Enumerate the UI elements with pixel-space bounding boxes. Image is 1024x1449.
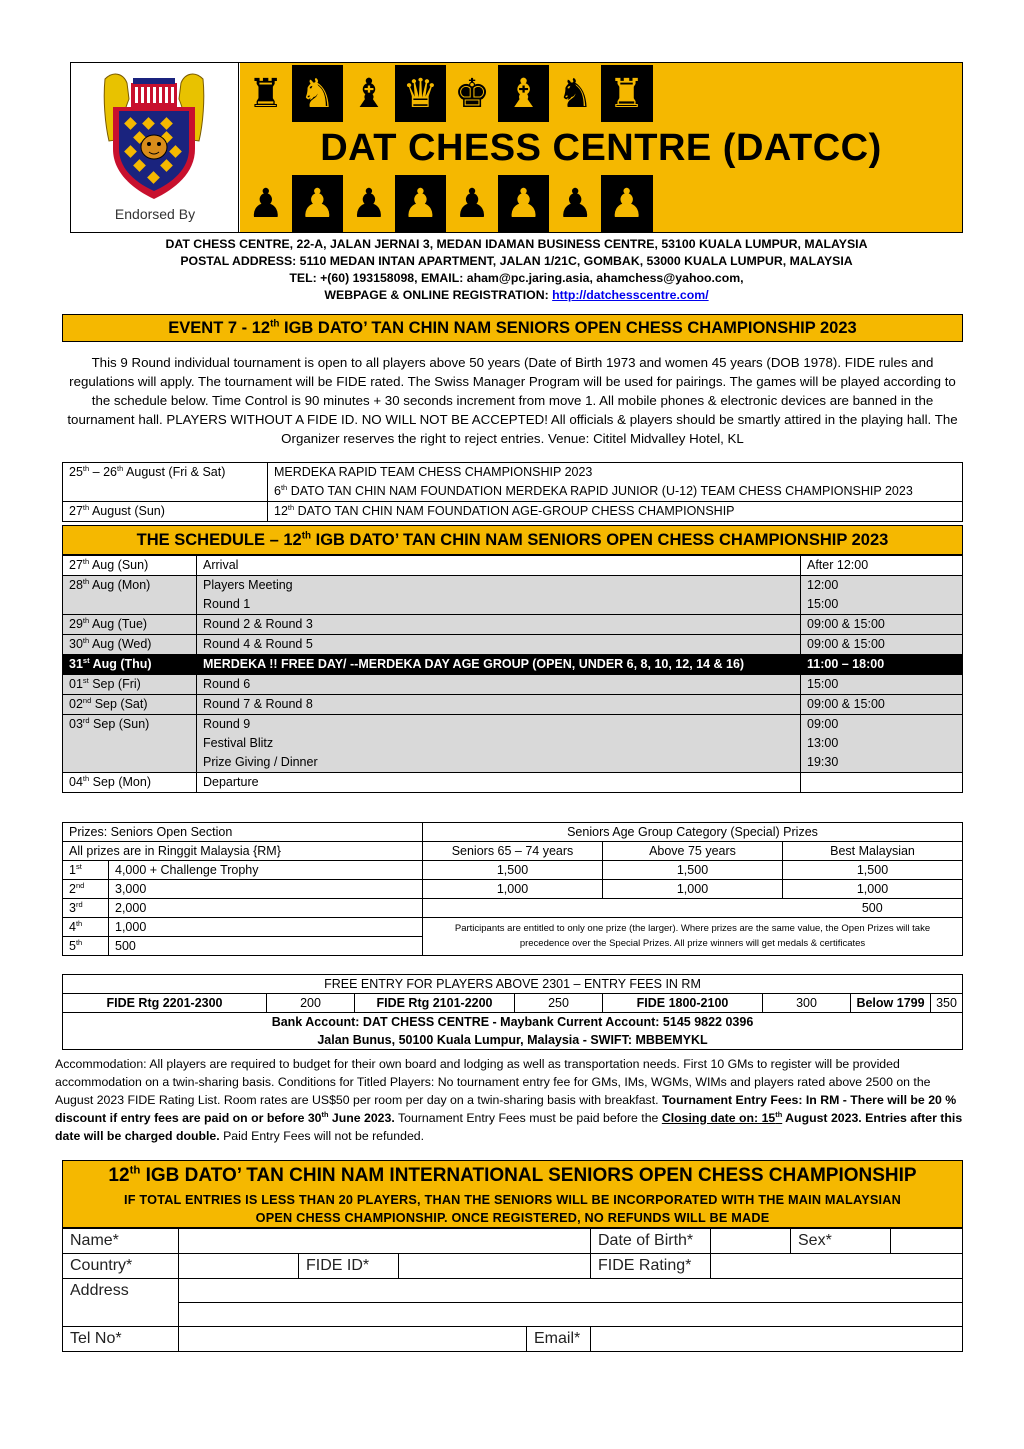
name-label: Name* [63,1229,179,1254]
prize-place [63,918,109,937]
fee-category: FIDE Rtg 2101-2200 [355,994,515,1013]
header [70,62,963,233]
intro-text: This 9 Round individual tournament is open to all players above 50 years (Date of Birth 1973 and women 45 years (DOB 1978). FIDE rules and regulations will apply. The tournament will be FIDE rated. The Swiss Manager Program will be used for pairings. The games will be played according to the schedule below. Time Control is 90 minutes + 30 seconds increment from move 1. All mobile phones & electronic devices are banned in the tournament hall. PLAYERS WITHOUT A FIDE ID. NO WILL NOT BE ACCEPTED! All officials & players should be smartly attired in the playing hall. The Organizer reserves the right to reject entries. Venue: Cititel Midvalley Hotel, KL [67,355,958,446]
prize-amount: 3,000 [109,880,423,899]
accommodation-discount: Tournament Entry Fees: In RM - There will be 20 % discount if entry fees are paid on or before 30 [55,1093,957,1125]
schedule-day-rest: Sep (Sat) [91,697,148,711]
prize-place-num: 5 [69,939,76,953]
schedule-date [63,675,197,695]
accommodation-p3: Paid Entry Fees will not be refunded. [219,1129,425,1143]
schedule-times [801,615,963,635]
schedule-event: Round 7 & Round 8 [203,697,313,711]
schedule-day: 02 [69,697,83,711]
banner [240,63,962,232]
event-date-sup: th [82,502,90,512]
event-date [63,463,268,502]
schedule-events [197,576,801,615]
pawn-piece-icon: ♟ [601,175,653,232]
pawn-piece-icon: ♟ [446,175,498,232]
schedule-times [801,695,963,715]
schedule-day-rest: Aug (Sun) [89,558,149,572]
schedule-time [807,773,956,792]
pawn-piece-icon: ♟ [292,175,344,232]
schedule-row [63,715,963,773]
schedule-event: Arrival [203,558,239,572]
event-name [274,482,956,501]
schedule-day: 01 [69,677,83,691]
event-date-rest: August (Fri & Sat) [123,465,226,479]
event-name-num: 12 [274,504,288,518]
registration-sub-2: OPEN CHESS CHAMPIONSHIP. ONCE REGISTERED, NO REFUNDS WILL BE MADE [255,1211,770,1225]
schedule-events [197,715,801,773]
schedule-time: 09:00 [807,717,839,731]
schedule-events [197,655,801,675]
address-field-1[interactable] [179,1279,963,1303]
accommodation-discount-end: June 2023. [328,1111,395,1125]
fee-category: FIDE Rtg 2201-2300 [63,994,267,1013]
schedule-day-sup: th [82,635,90,645]
schedule-time: 09:00 & 15:00 [807,697,885,711]
schedule-date [63,695,197,715]
king-piece-icon: ♚ [446,65,498,122]
prize-place-num: 2 [69,882,76,896]
pawn-piece-icon: ♟ [343,175,395,232]
fide-id-label: FIDE ID* [299,1254,399,1279]
fide-id-field[interactable] [399,1254,591,1279]
pawn-piece-icon: ♟ [549,175,601,232]
event-date-rest: August (Sun) [89,504,165,518]
event-title [62,314,963,342]
dob-field[interactable] [711,1229,791,1254]
schedule-times [801,635,963,655]
schedule-day-rest: Aug (Wed) [89,637,152,651]
bottom-pieces-row [240,175,962,232]
fee-amount: 200 [267,994,355,1013]
schedule-event: Round 9 [203,717,251,731]
schedule-day-rest: Sep (Mon) [89,775,152,789]
schedule-events [197,695,801,715]
fee-category: FIDE 1800-2100 [603,994,763,1013]
sex-field[interactable] [891,1229,963,1254]
schedule-events [197,675,801,695]
schedule-events [197,615,801,635]
schedule-day: 27 [69,558,83,572]
prize-place-num: 3 [69,901,76,915]
schedule-event: MERDEKA !! FREE DAY/ --MERDEKA DAY AGE GROUP (OPEN, UNDER 6, 8, 10, 12, 14 & 16) [203,657,745,671]
name-field[interactable] [179,1229,591,1254]
schedule-title-pre: THE SCHEDULE – 12 [136,531,302,549]
event-title-sup: th [270,318,280,330]
prize-amount: 2,000 [109,899,423,918]
country-label: Country* [63,1254,179,1279]
registration-title-post: IGB DATO’ TAN CHIN NAM INTERNATIONAL SENIORS OPEN CHESS CHAMPIONSHIP [140,1165,917,1186]
prize-place [63,899,109,918]
email-label: Email* [527,1327,591,1352]
schedule-title-sup: th [301,530,312,542]
prize-place [63,880,109,899]
prizes-open-sub: All prizes are in Ringgit Malaysia {RM} [63,842,423,861]
special-col-2: Above 75 years [603,842,783,861]
registration-fields [62,1228,963,1352]
schedule-times [801,655,963,675]
schedule-times [801,576,963,615]
federation-logo-icon [99,69,209,204]
event-date-sup-2: th [116,463,124,473]
bishop-piece-icon: ♝ [498,65,550,122]
sex-label: Sex* [791,1229,891,1254]
endorsed-by-label: Endorsed By [114,206,196,222]
schedule-day-sup: th [82,615,90,625]
fee-category: Below 1799 [851,994,931,1013]
schedule-day-sup: th [82,576,90,586]
prize-place-sup: nd [75,880,85,890]
schedule-day-sup: th [82,556,90,566]
schedule-day-rest: Sep (Sun) [89,717,150,731]
event-name [274,463,956,482]
special-prize-malaysian: 500 [783,899,963,918]
bank-line-1: Bank Account: DAT CHESS CENTRE - Maybank Current Account: 5145 9822 0396 [63,1013,963,1032]
accommodation-discount-sup: th [321,1109,329,1119]
special-prize-65-74: 1,500 [423,861,603,880]
schedule-date [63,635,197,655]
schedule-date [63,576,197,615]
schedule-date [63,715,197,773]
registration-header [62,1160,963,1228]
prize-amount: 1,000 [109,918,423,937]
schedule-event: Round 4 & Round 5 [203,637,313,651]
prize-place-num: 4 [69,920,76,934]
schedule-event: Round 1 [203,597,251,611]
schedule-row [63,695,963,715]
schedule-day-sup: st [82,675,89,685]
event-title-pre: EVENT 7 - 12 [168,319,271,337]
fee-amount: 300 [763,994,851,1013]
prize-amount: 4,000 + Challenge Trophy [109,861,423,880]
prize-place-sup: th [75,918,83,928]
schedule-date [63,655,197,675]
knight-piece-icon: ♞ [292,65,344,122]
address-label: Address [63,1279,179,1327]
logo-box [71,63,239,232]
schedule-times [801,773,963,793]
event-date [63,502,268,522]
event-date-day: 25 [69,465,83,479]
registration-sub-1: IF TOTAL ENTRIES IS LESS THAN 20 PLAYERS, THAN THE SENIORS WILL BE INCORPORATED WITH THE MAIN MALAYSIAN [124,1193,901,1207]
special-col-3: Best Malaysian [783,842,963,861]
special-prize-75: 1,000 [603,880,783,899]
schedule-row [63,655,963,675]
event-name-text: DATO TAN CHIN NAM FOUNDATION MERDEKA RAPID JUNIOR (U-12) TEAM CHESS CHAMPIONSHIP 2023 [287,484,913,498]
fee-amount: 250 [515,994,603,1013]
schedule-title-post: IGB DATO’ TAN CHIN NAM SENIORS OPEN CHESS CHAMPIONSHIP 2023 [311,531,889,549]
schedule-day: 28 [69,578,83,592]
special-prize-empty [423,899,783,918]
closing-date-end: August 2023. Entries after this date will be charged double. [55,1111,963,1143]
pawn-piece-icon: ♟ [240,175,292,232]
accommodation-p1: Accommodation: All players are required to budget for their own board and lodging as well as transportation needs. First 10 GMs to register will be provided accommodation on a twin-sharing basis. Conditions for Titled Players: No tournament entry fee for GMs, IMs, WGMs, WIMs and players rated above 2500 on the August 2023 FIDE Rating List. Room rates are US$50 per room per day on a twin-sharing basis with breakfast. [55,1057,931,1107]
pawn-piece-icon: ♟ [395,175,447,232]
schedule-table [62,555,963,793]
schedule-day: 04 [69,775,83,789]
event-date-mid: – 26 [89,465,117,479]
rook-piece-icon: ♜ [240,65,292,122]
queen-piece-icon: ♛ [395,65,447,122]
fees-title: FREE ENTRY FOR PLAYERS ABOVE 2301 – ENTRY FEES IN RM [63,975,963,994]
schedule-event: Prize Giving / Dinner [203,755,318,769]
special-prize-65-74: 1,000 [423,880,603,899]
events-table [62,462,963,522]
schedule-day-sup: th [82,773,90,783]
prize-row [63,861,963,880]
event-title-post: IGB DATO’ TAN CHIN NAM SENIORS OPEN CHESS CHAMPIONSHIP 2023 [279,319,857,337]
prizes-table [62,822,963,956]
schedule-row [63,556,963,576]
prize-place-sup: rd [75,899,83,909]
schedule-day-rest: Aug (Tue) [89,617,148,631]
schedule-time: After 12:00 [807,558,869,572]
schedule-event: Round 2 & Round 3 [203,617,313,631]
registration-form [62,1160,963,1352]
schedule-time: 09:00 & 15:00 [807,637,885,651]
schedule-time: 11:00 – 18:00 [807,657,885,671]
fide-rating-field[interactable] [711,1254,963,1279]
prize-place-num: 1 [69,863,76,877]
fide-rating-label: FIDE Rating* [591,1254,711,1279]
prizes-special-title: Seniors Age Group Category (Special) Prizes [423,823,963,842]
tel-field[interactable] [179,1327,527,1352]
schedule-times [801,715,963,773]
schedule-day: 31 [69,657,83,671]
address-line-1: DAT CHESS CENTRE, 22-A, JALAN JERNAI 3, MEDAN IDAMAN BUSINESS CENTRE, 53100 KUALA LUMPUR, MALAYSIA [165,237,868,251]
special-prize-malaysian: 1,500 [783,861,963,880]
prize-row [63,918,963,937]
event-name-num: 6 [274,484,281,498]
event-name-sup: th [280,482,288,492]
address-block [70,236,963,304]
accommodation-text [55,1055,965,1145]
schedule-day: 03 [69,717,83,731]
special-prize-malaysian: 1,000 [783,880,963,899]
schedule-day-rest: Aug (Thu) [89,657,152,671]
schedule-times [801,556,963,576]
top-pieces-row [240,65,962,122]
address-line-2: POSTAL ADDRESS: 5110 MEDAN INTAN APARTMENT, JALAN 1/21C, GOMBAK, 53000 KUALA LUMPUR, MALAYSIA [180,254,853,268]
accommodation-p2: Tournament Entry Fees must be paid before the [394,1111,662,1125]
prize-row [63,880,963,899]
schedule-date [63,556,197,576]
schedule-events [197,773,801,793]
schedule-row [63,576,963,615]
web-label: WEBPAGE & ONLINE REGISTRATION: [324,288,549,302]
closing-date: Closing date on: 15 [661,1111,776,1125]
prize-note: Participants are entitled to only one prize (the larger). Where prizes are the same value, the Open Prizes will take precedence over the Special Prizes. All prize winners will get medals & certificates [423,918,963,956]
dob-label: Date of Birth* [591,1229,711,1254]
registration-subtitle [63,1191,962,1227]
special-col-1: Seniors 65 – 74 years [423,842,603,861]
prize-row [63,899,963,918]
schedule-date [63,615,197,635]
event-names [268,463,963,502]
schedule-time: 15:00 [807,677,839,691]
schedule-day: 30 [69,637,83,651]
address-field-2[interactable] [179,1303,963,1327]
event-row [63,463,963,502]
schedule-time: 12:00 [807,578,839,592]
address-line-4 [70,287,963,304]
entry-fees-table [62,974,963,1050]
closing-date-sup: th [775,1109,783,1119]
schedule-day: 29 [69,617,83,631]
schedule-event: Round 6 [203,677,251,691]
schedule-times [801,675,963,695]
event-row [63,502,963,522]
email-field[interactable] [591,1327,963,1352]
address-line-3: TEL: +(60) 193158098, EMAIL: aham@pc.jaring.asia, ahamchess@yahoo.com, [289,271,744,285]
schedule-time: 19:30 [807,755,839,769]
schedule-day-sup: rd [82,715,90,725]
fee-amount: 350 [931,994,963,1013]
schedule-day-rest: Aug (Mon) [89,578,151,592]
schedule-row [63,615,963,635]
prize-place [63,861,109,880]
bank-line-2: Jalan Bunus, 50100 Kuala Lumpur, Malaysia - SWIFT: MBBEMYKL [63,1031,963,1050]
schedule-event: Departure [203,775,259,789]
prize-amount: 500 [109,937,423,956]
schedule-day-sup: nd [82,695,92,705]
registration-title-pre: 12 [108,1165,130,1186]
prize-place-sup: th [75,937,83,947]
event-date-sup: th [82,463,90,473]
schedule-events [197,556,801,576]
schedule-time: 09:00 & 15:00 [807,617,885,631]
pawn-piece-icon: ♟ [498,175,550,232]
club-name: DAT CHESS CENTRE (DATCC) [320,127,882,169]
event-name-text: DATO TAN CHIN NAM FOUNDATION AGE-GROUP CHESS CHAMPIONSHIP [294,504,735,518]
prizes-open-title: Prizes: Seniors Open Section [63,823,423,842]
bishop-piece-icon: ♝ [343,65,395,122]
special-prize-75: 1,500 [603,861,783,880]
rook-piece-icon: ♜ [601,65,653,122]
schedule-event: Festival Blitz [203,736,274,750]
country-field[interactable] [179,1254,299,1279]
event-name-sup: th [287,502,295,512]
registration-title-sup: th [129,1164,141,1177]
prize-place-sup: st [75,861,82,871]
schedule-day-rest: Sep (Fri) [88,677,141,691]
schedule-events [197,635,801,655]
schedule-row [63,675,963,695]
schedule-row [63,635,963,655]
schedule-time: 15:00 [807,597,839,611]
schedule-row [63,773,963,793]
schedule-day-sup: st [82,655,90,665]
event-name [274,502,956,521]
web-link[interactable]: http://datchesscentre.com/ [552,288,709,302]
event-names [268,502,963,522]
knight-piece-icon: ♞ [549,65,601,122]
schedule-time: 13:00 [807,736,839,750]
event-name-text: MERDEKA RAPID TEAM CHESS CHAMPIONSHIP 2023 [274,465,593,479]
tel-label: Tel No* [63,1327,179,1352]
prize-place [63,937,109,956]
event-date-day: 27 [69,504,83,518]
schedule-event: Players Meeting [203,578,293,592]
registration-title [63,1161,962,1191]
schedule-title [62,525,963,555]
schedule-date [63,773,197,793]
